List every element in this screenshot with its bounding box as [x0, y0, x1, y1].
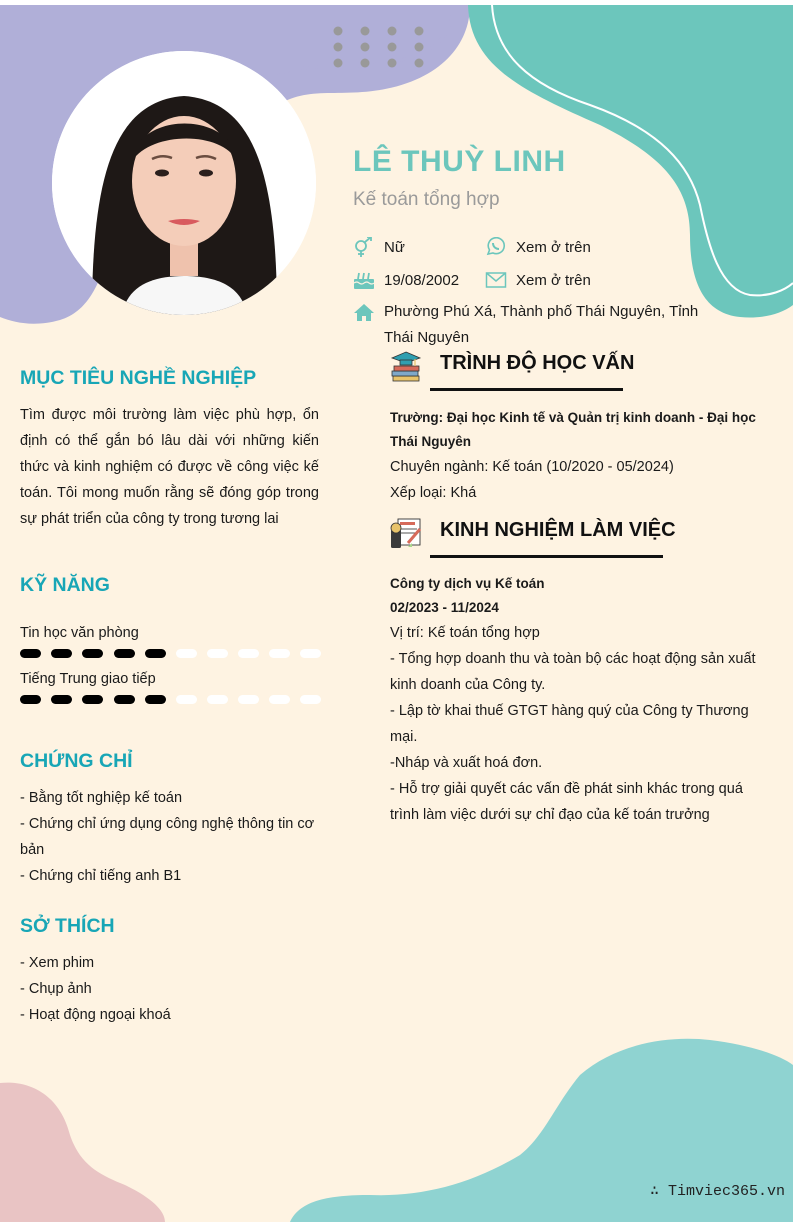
skill-dot-empty [238, 649, 259, 658]
experience-period: 02/2023 - 11/2024 [390, 600, 499, 615]
certificate-item: - Chứng chỉ tiếng anh B1 [20, 868, 182, 884]
objective-text: Tìm được môi trường làm việc phù hợp, ổn định có thể gắn bó lâu dài với những kiến thức và kinh nghiệm có được về công việc kế toán. Tôi mong muốn rằng sẽ đóng góp trong sự phát triển của công ty trong tương lai [20, 407, 319, 527]
phone-value[interactable]: Xem ở trên [516, 239, 591, 256]
skill-dot-empty [300, 695, 321, 704]
skill-dot-filled [51, 695, 72, 704]
accounting-icon [390, 517, 422, 549]
skill-dot-filled [114, 649, 135, 658]
experience-underline [430, 555, 663, 558]
experience-duty: - Lập tờ khai thuế GTGT hàng quý của Công ty Thương mại. [390, 703, 749, 745]
certificate-item: - Bằng tốt nghiệp kế toán [20, 790, 183, 806]
skill-dot-filled [145, 695, 166, 704]
graduation-books-icon [390, 350, 422, 382]
education-title: TRÌNH ĐỘ HỌC VẤN [440, 352, 635, 374]
gender-icon [353, 237, 375, 257]
skills-title: KỸ NĂNG [20, 574, 110, 596]
skill-dot-empty [207, 649, 228, 658]
experience-duty: - Tổng hợp doanh thu và toàn bộ các hoạt động sản xuất kinh doanh của Công ty. [390, 651, 756, 693]
certificates-title: CHỨNG CHỈ [20, 750, 133, 772]
experience-duty: -Nháp và xuất hoá đơn. [390, 755, 543, 771]
pink-blob [0, 1083, 165, 1222]
experience-duty: - Hỗ trợ giải quyết các vấn đề phát sinh khác trong quá trình làm việc dưới sự chỉ đạo của kế toán trưởng [390, 781, 743, 823]
skill-dot-filled [82, 695, 103, 704]
hobby-item: - Hoạt động ngoại khoá [20, 1007, 171, 1023]
education-grade: Xếp loại: Khá [390, 485, 477, 501]
skill-bar [20, 649, 330, 659]
skill-dot-filled [114, 695, 135, 704]
birthday-cake-icon [353, 270, 375, 290]
skill-dot-filled [20, 695, 41, 704]
skill-bar [20, 695, 330, 705]
skill-label: Tin học văn phòng [20, 625, 139, 641]
watermark: ∴ Timviec365.vn [649, 1183, 785, 1200]
phone-chat-icon [485, 237, 507, 257]
skill-dot-empty [238, 695, 259, 704]
hobby-item: - Xem phim [20, 955, 95, 971]
experience-header [390, 517, 770, 557]
skill-dot-filled [20, 649, 41, 658]
education-underline [430, 388, 623, 391]
objective-title: MỤC TIÊU NGHỀ NGHIỆP [20, 367, 257, 389]
experience-body [390, 572, 775, 828]
skill-dot-empty [207, 695, 228, 704]
hobbies-title: SỞ THÍCH [20, 915, 115, 937]
skill-dot-filled [82, 649, 103, 658]
gender-value: Nữ [384, 239, 405, 256]
skill-dot-empty [269, 649, 290, 658]
email-value[interactable]: Xem ở trên [516, 272, 591, 289]
education-major: Chuyên ngành: Kế toán (10/2020 - 05/2024) [390, 459, 674, 475]
skill-dot-empty [269, 695, 290, 704]
skill-dot-empty [176, 649, 197, 658]
skill-dot-empty [300, 649, 321, 658]
education-header [390, 350, 770, 390]
hobby-item: - Chụp ảnh [20, 981, 92, 997]
skill-dot-empty [176, 695, 197, 704]
skill-label: Tiếng Trung giao tiếp [20, 671, 156, 687]
skill-dot-filled [51, 649, 72, 658]
candidate-name: LÊ THUỲ LINH [353, 145, 566, 178]
cv-page [0, 5, 793, 1222]
certificate-item: - Chứng chỉ ứng dụng công nghệ thông tin cơ bản [20, 816, 315, 858]
candidate-role: Kế toán tổng hợp [353, 189, 500, 210]
experience-position: Vị trí: Kế toán tổng hợp [390, 625, 540, 641]
hobbies-list [20, 950, 325, 1028]
birthday-value: 19/08/2002 [384, 272, 460, 289]
home-icon [353, 303, 375, 323]
experience-title: KINH NGHIỆM LÀM VIỆC [440, 519, 676, 541]
education-body [390, 406, 775, 506]
certificates-list [20, 785, 325, 889]
envelope-icon [485, 270, 507, 290]
experience-company: Công ty dịch vụ Kế toán [390, 576, 545, 591]
address-value: Phường Phú Xá, Thành phố Thái Nguyên, Tỉnh Thái Nguyên [384, 303, 699, 346]
education-school: Trường: Đại học Kinh tế và Quản trị kinh doanh - Đại học Thái Nguyên [390, 410, 756, 449]
portrait-image [52, 51, 316, 315]
profile-photo [52, 51, 316, 315]
skill-dot-filled [145, 649, 166, 658]
